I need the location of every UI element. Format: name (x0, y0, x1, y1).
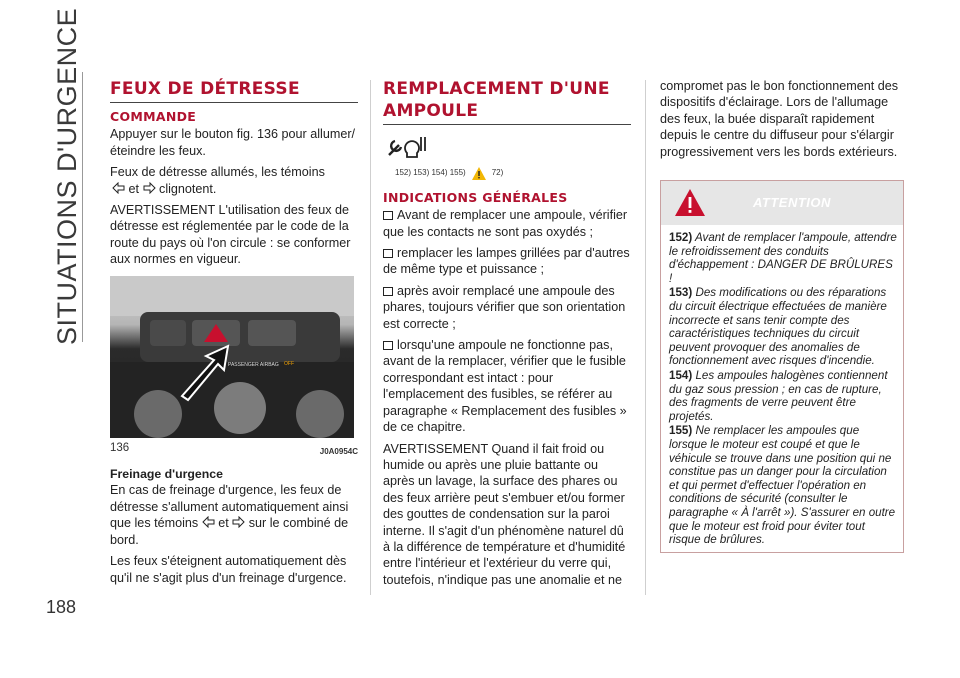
text: remplacer les lampes grillées par d'autres de même type et puissance ; (383, 246, 630, 277)
reference-numbers: 152) 153) 154) 155) (395, 168, 466, 178)
turn-signal-left-icon (112, 182, 125, 194)
paragraph: AVERTISSEMENT Quand il fait froid ou humide ou après une pluie battante ou après un lavage, la surface des phares ou des feux arrière peut s'embuer et/ou former des gouttes de condensation sur la paroi interne. Il s'agit d'un phénomène naturel dû à la différence de température et d'humidité entre l'intérieur et l'extérieur du verre qui, toutefois, n'indique pas une anomalie et ne (383, 441, 626, 587)
bullet-icon (383, 249, 393, 258)
note-number: 154) (669, 368, 693, 382)
text: En cas de freinage d'urgence, les feux de détresse s'allument automatiquement ainsi que les témoins (110, 483, 349, 531)
paragraph: Les feux s'éteignent automatiquement dès qu'il ne s'agit plus d'un freinage d'urgence. (110, 554, 347, 585)
reference-number: 72) (491, 168, 504, 178)
note-item (669, 231, 897, 285)
warning-triangle-icon (675, 189, 705, 216)
paragraph (110, 164, 358, 197)
list-item (383, 337, 631, 435)
text: Feux de détresse allumés, les témoins (110, 165, 325, 180)
text: Avant de remplacer une ampoule, vérifier que les contacts ne sont pas oxydés ; (383, 208, 628, 239)
note-number: 152) (669, 231, 693, 245)
attention-body (661, 225, 903, 552)
text: après avoir remplacé une ampoule des phares, toujours vérifier que son orientation est correcte ; (383, 283, 626, 331)
turn-signal-right-icon (143, 182, 156, 194)
figure-caption (110, 440, 358, 460)
text: lorsqu'une ampoule ne fonctionne pas, avant de la remplacer, vérifier que le fusible correspondant est intact : pour l'emplacement des fusibles, se référer au paragraphe « Remplacement des fusibles » de ce chapitre. (383, 338, 627, 435)
text: sur le combiné de bord. (110, 516, 349, 547)
text: clignotent. (159, 181, 217, 196)
figure-number: 136 (110, 441, 130, 454)
chapter-side-title: SITUATIONS D'URGENCE (52, 7, 82, 345)
hazard-button-photo (110, 276, 354, 438)
column-continued (660, 78, 905, 553)
subsection-title: INDICATIONS GÉNÉRALES (383, 189, 568, 205)
page-number: 188 (46, 597, 77, 617)
list-item (383, 207, 631, 240)
text: et (128, 181, 140, 196)
section-title: REMPLACEMENT D'UNE AMPOULE (383, 78, 631, 125)
bullet-icon (383, 211, 393, 220)
wrench-bulb-icon (385, 133, 429, 159)
section-title: FEUX DE DÉTRESSE (110, 78, 358, 103)
attention-title: ATTENTION (753, 195, 831, 211)
note-item (669, 286, 897, 368)
figure-code: J0A0954C (319, 446, 358, 456)
warning-triangle-icon (472, 167, 486, 180)
bullet-icon (383, 341, 393, 350)
list-item (383, 283, 631, 332)
note-text: Des modifications ou des réparations du circuit électrique effectuées de manière incorrecte et sans tenir compte des caractéristiques techniques du circuit peuvent provoquer des anomalies de fonctionnement avec risques d'incendie. (669, 286, 887, 368)
note-text: Ne remplacer les ampoules que lorsque le moteur est coupé et que le véhicule se trouve dans une position qui ne constitue pas un danger pour la circulation et qui permet d'effectuer l'opération en conditions de sécurité (consulter le paragraphe « À l'arrêt »). S'assurer en outre que le moteur est froid pour éviter tout risque de brûlures. (669, 424, 896, 547)
note-text: Les ampoules halogènes contiennent du gaz sous pression ; en cas de rupture, des fragments de verre peuvent être projetés. (669, 368, 888, 423)
column-bulb-replacement (383, 78, 631, 593)
paragraph: compromet pas le bon fonctionnement des dispositifs d'éclairage. Lors de l'allumage des feux, la buée disparaît rapidement depuis le centre du diffuseur pour s'élargir progressivement vers les bords extérieurs. (660, 79, 899, 159)
paragraph: Appuyer sur le bouton fig. 136 pour allumer/éteindre les feux. (110, 127, 356, 158)
note-item (669, 424, 897, 546)
turn-signal-left-icon (202, 516, 215, 528)
reference-row (395, 165, 631, 181)
attention-box (660, 180, 904, 553)
note-text: Avant de remplacer l'ampoule, attendre le refroidissement des conduits d'échappement : DANGER DE BRÛLURES ! (669, 231, 897, 285)
attention-header (661, 181, 903, 225)
subsection-title: Freinage d'urgence (110, 467, 223, 482)
photo-label: PASSENGER AIRBAG (228, 361, 279, 368)
side-divider (82, 72, 83, 342)
photo-label: OFF (284, 360, 294, 367)
note-number: 153) (669, 286, 693, 300)
text: et (218, 516, 229, 531)
note-item (669, 369, 897, 423)
bullet-icon (383, 287, 393, 296)
turn-signal-right-icon (232, 516, 245, 528)
list-item (383, 245, 631, 278)
column-divider (370, 80, 371, 595)
paragraph: AVERTISSEMENT L'utilisation des feux de détresse est réglementée par le code de la route du pays où l'on circule : se conformer aux normes en vigueur. (110, 203, 351, 267)
note-number: 155) (669, 424, 693, 438)
subsection-title: COMMANDE (110, 109, 197, 124)
column-divider (645, 80, 646, 595)
column-hazard-lights (110, 78, 358, 591)
paragraph (110, 482, 358, 548)
